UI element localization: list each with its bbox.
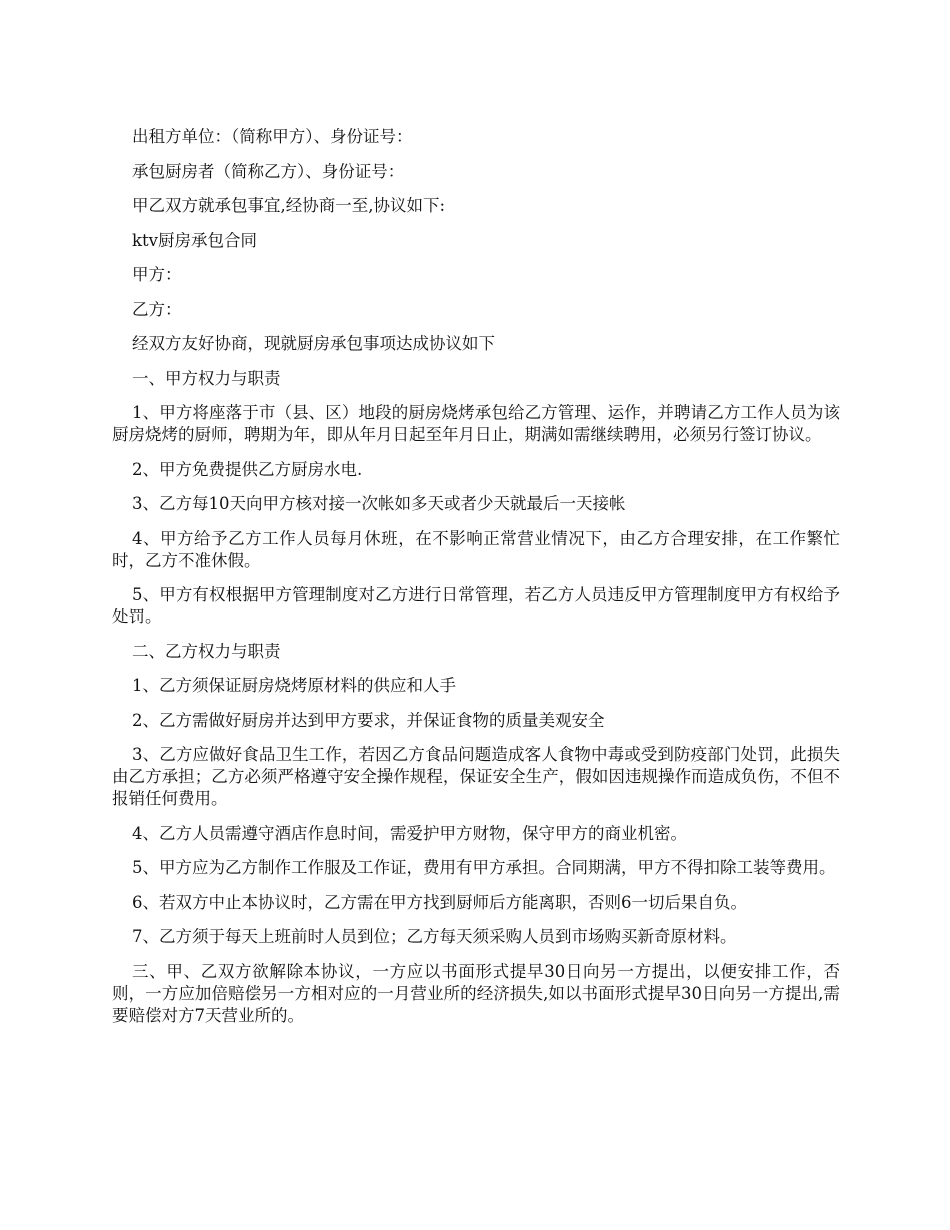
clause-b-2: 2、乙方需做好厨房并达到甲方要求，并保证食物的质量美观安全 xyxy=(132,710,605,730)
paragraph-agreement-intro: 甲乙双方就承包事宜,经协商一至,协议如下: xyxy=(132,196,446,215)
paragraph-party-a: 甲方： xyxy=(132,265,182,284)
paragraph-contractor: 承包厨房者（简称乙方）、身份证号： xyxy=(132,161,405,181)
clause-b-1: 1、乙方须保证厨房烧烤原材料的供应和人手 xyxy=(132,676,456,695)
clause-b-7: 7、乙方须于每天上班前时人员到位；乙方每天须采购人员到市场购买新奇原材料。 xyxy=(132,927,737,946)
clause-b-4: 4、乙方人员需遵守酒店作息时间，需爱护甲方财物，保守甲方的商业机密。 xyxy=(132,823,687,843)
document-body xyxy=(112,126,840,1039)
paragraph-contract-title: ktv厨房承包合同 xyxy=(132,230,257,250)
clause-b-5: 5、甲方应为乙方制作工作服及工作证，费用有甲方承担。合同期满，甲方不得扣除工装等费用。 xyxy=(132,858,836,877)
clause-a-1: 1、甲方将座落于市（县、区）地段的厨房烧烤承包给乙方管理、运作，并聘请乙方工作人员为该厨房烧烤的厨师，聘期为年，即从年月日起至年月日止，期满如需继续聘用，必须另行签订协议。 xyxy=(112,403,840,444)
paragraph-party-b: 乙方： xyxy=(132,299,182,319)
section-termination: 三、甲、乙双方欲解除本协议，一方应以书面形式提早30日向另一方提出，以便安排工作，否则，一方应加倍赔偿另一方相对应的一月营业所的经济损失,如以书面形式提早30日向另一方提出,需要赔偿对方7天营业所的。 xyxy=(112,961,840,1025)
section-heading-party-a: 一、甲方权力与职责 xyxy=(132,368,281,388)
paragraph-consensus: 经双方友好协商，现就厨房承包事项达成协议如下 xyxy=(132,334,495,353)
clause-a-2: 2、甲方免费提供乙方厨房水电. xyxy=(132,459,363,479)
clause-a-3: 3、乙方每10天向甲方核对接一次帐如多天或者少天就最后一天接帐 xyxy=(132,494,626,513)
clause-b-3: 3、乙方应做好食品卫生工作，若因乙方食品问题造成客人食物中毒或受到防疫部门处罚，此损失由乙方承担；乙方必须严格遵守安全操作规程，保证安全生产，假如因违规操作而造成负伤，不但不报销任何费用。 xyxy=(112,745,840,808)
section-heading-party-b: 二、乙方权力与职责 xyxy=(132,641,281,661)
clause-a-5: 5、甲方有权根据甲方管理制度对乙方进行日常管理，若乙方人员违反甲方管理制度甲方有权给予处罚。 xyxy=(112,585,840,626)
paragraph-lessor: 出租方单位：（简称甲方）、身份证号： xyxy=(132,127,413,146)
clause-a-4: 4、甲方给予乙方工作人员每月休班，在不影响正常营业情况下，由乙方合理安排，在工作繁忙时，乙方不准休假。 xyxy=(112,528,840,570)
clause-b-6: 6、若双方中止本协议时，乙方需在甲方找到厨师后方能离职，否则6一切后果自负。 xyxy=(132,892,747,912)
